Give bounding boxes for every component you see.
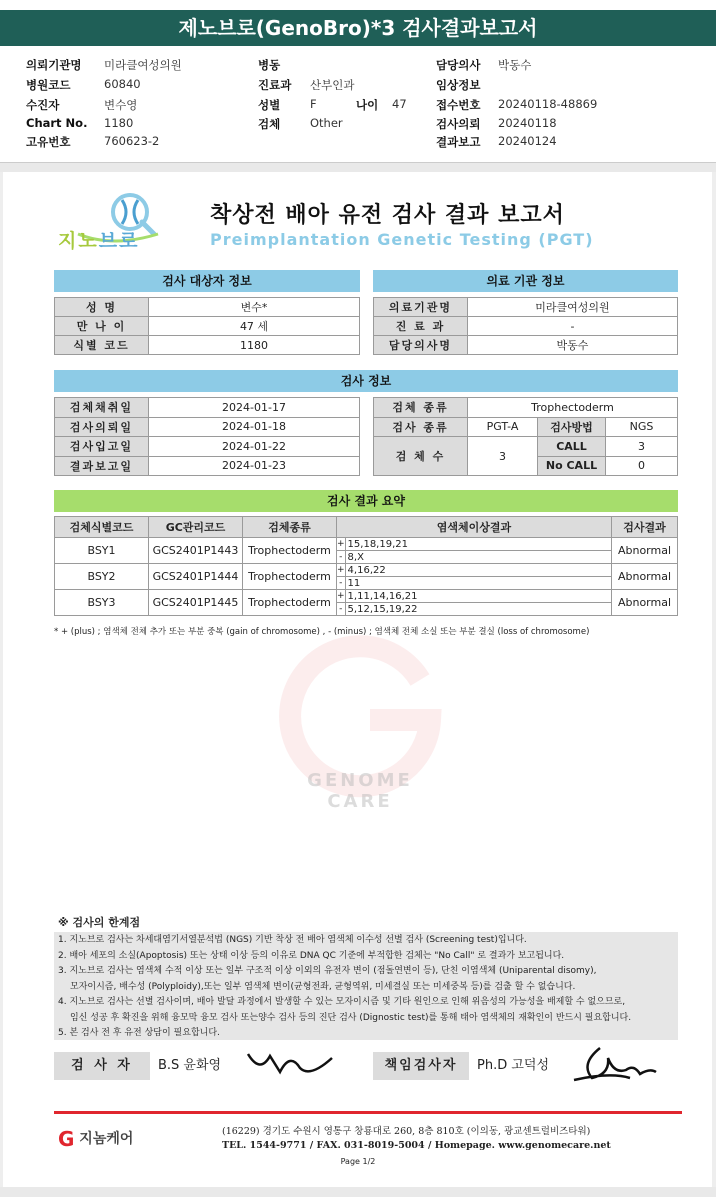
institution-value: 박동수 [468, 336, 678, 355]
patient-header [0, 52, 716, 154]
limits-title: ※ 검사의 한계점 [58, 916, 141, 929]
report-title-bar: 제노브로(GenoBro)*3 검사결과보고서 [0, 10, 716, 46]
subject-info-heading: 검사 대상자 정보 [54, 270, 360, 292]
header-value: 박동수 [498, 58, 532, 72]
test-type-value: PGT-A [468, 417, 538, 437]
sample-id: BSY2 [55, 564, 149, 590]
header-value: 20240118-48869 [498, 97, 598, 111]
subject-info-table [54, 297, 360, 355]
summary-col-header: 염색체이상결과 [337, 517, 612, 538]
header-value: 20240118 [498, 116, 557, 130]
subject-label: 식별 코드 [55, 336, 149, 355]
limits-box [54, 932, 678, 1040]
specimen-count-value: 3 [468, 437, 538, 476]
table-row [55, 590, 678, 603]
gc-code: GCS2401P1443 [149, 538, 243, 564]
institution-label: 담당의사명 [374, 336, 468, 355]
summary-col-header: 검체식별코드 [55, 517, 149, 538]
header-value: 산부인과 [310, 78, 355, 92]
test-type-label: 검사 종류 [374, 417, 468, 437]
tester-signature-icon [240, 1044, 340, 1084]
tester-name: B.S 윤화영 [158, 1058, 222, 1073]
test-date-label: 결과보고일 [55, 456, 149, 476]
gain-chromosomes: 4,16,22 [345, 564, 611, 577]
test-dates-table [54, 397, 360, 476]
limit-item: 모자이시즘, 배수성 (Polyploidy),또는 일부 염색체 변이(균형전좌, 균형역위, 미세결실 또는 미세중복 등)를 검출 할 수 없습니다. [70, 981, 576, 992]
test-date-value: 2024-01-17 [149, 398, 360, 418]
header-value: 미라클여성의원 [104, 58, 182, 72]
responsible-tester-label: 책임검사자 [373, 1052, 469, 1080]
footer-divider [54, 1111, 682, 1114]
sample-id: BSY1 [55, 538, 149, 564]
header-label: Chart No. [26, 116, 88, 130]
loss-chromosomes: 5,12,15,19,22 [345, 603, 611, 616]
loss-sign: - [337, 577, 346, 590]
call-label: CALL [538, 437, 606, 457]
loss-chromosomes: 8,X [345, 551, 611, 564]
call-value: 3 [606, 437, 678, 457]
gain-chromosomes: 15,18,19,21 [345, 538, 611, 551]
table-row [55, 538, 678, 551]
summary-col-header: GC관리코드 [149, 517, 243, 538]
header-label: 병동 [258, 58, 281, 72]
page-edge-left [0, 172, 3, 1187]
test-result: Abnormal [612, 590, 678, 616]
subject-value: 1180 [149, 336, 360, 355]
test-result: Abnormal [612, 564, 678, 590]
genomecare-logo-icon: G [58, 1127, 75, 1151]
limit-item: 3. 지노브로 검사는 염색체 수적 이상 또는 일부 구조적 이상 이외의 유전자 변이 (점돌연변이 등), 단친 이염색체 (Uniparental disomy), [58, 966, 597, 976]
genomecare-logo [58, 1127, 133, 1151]
footer-contact: TEL. 1544-9771 / FAX. 031-8019-5004 / Homepage. www.genomecare.net [222, 1140, 611, 1151]
test-info-heading: 검사 정보 [54, 370, 678, 392]
loss-sign: - [337, 551, 346, 564]
sample-id: BSY3 [55, 590, 149, 616]
logo-text-part: 브로 [98, 230, 140, 252]
subject-value: 47 세 [149, 317, 360, 336]
limit-item: 4. 지노브로 검사는 선별 검사이며, 배아 발달 과정에서 발생할 수 있는 모자이시즘 및 기타 원인으로 인해 위음성의 가능성을 배제할 수 없으므로, [58, 997, 626, 1007]
header-label: 의뢰기관명 [26, 58, 82, 72]
subject-label: 성 명 [55, 298, 149, 317]
header-value: 변수영 [104, 98, 138, 112]
test-specimen-table [373, 397, 678, 476]
responsible-signature-icon [570, 1044, 660, 1086]
institution-label: 의료기관명 [374, 298, 468, 317]
institution-info-table [373, 297, 678, 355]
gain-sign: + [337, 591, 345, 601]
sample-type: Trophectoderm [243, 538, 337, 564]
gc-code: GCS2401P1445 [149, 590, 243, 616]
header-label: 검체 [258, 117, 281, 131]
header-value: 60840 [104, 77, 141, 91]
summary-table [54, 516, 678, 616]
logo-text-part: 지노 [58, 230, 99, 252]
header-value: 760623-2 [104, 134, 160, 148]
page-number: Page 1/2 [340, 1157, 376, 1166]
test-date-label: 검사입고일 [55, 437, 149, 457]
header-value: 1180 [104, 116, 134, 130]
specimen-type-value: Trophectoderm [468, 398, 678, 418]
limit-item: 5. 본 검사 전 후 유전 상담이 필요합니다. [58, 1028, 220, 1038]
section-divider [0, 162, 716, 172]
header-value: Other [310, 116, 343, 130]
logo-text [58, 226, 139, 253]
tester-label: 검 사 자 [54, 1052, 150, 1080]
gain-sign: + [337, 539, 345, 549]
header-label: 진료과 [258, 78, 292, 92]
specimen-type-label: 검체 종류 [374, 398, 468, 418]
test-date-value: 2024-01-23 [149, 456, 360, 476]
test-date-label: 검체채취일 [55, 398, 149, 418]
summary-heading: 검사 결과 요약 [54, 490, 678, 512]
no-call-label: No CALL [538, 456, 606, 476]
table-row [55, 564, 678, 577]
specimen-count-label: 검 체 수 [374, 437, 468, 476]
test-method-label: 검사방법 [538, 417, 606, 437]
subject-label: 만 나 이 [55, 317, 149, 336]
institution-info-heading: 의료 기관 정보 [373, 270, 678, 292]
header-label: 병원코드 [26, 78, 71, 92]
sample-type: Trophectoderm [243, 590, 337, 616]
limit-item: 1. 지노브로 검사는 차세대염기서열분석법 (NGS) 기반 착상 전 배아 염색체 이수성 선별 검사 (Screening test)입니다. [58, 935, 527, 945]
loss-chromosomes: 11 [345, 577, 611, 590]
loss-sign: - [337, 603, 346, 616]
header-label: 수진자 [26, 98, 60, 112]
header-value: F [310, 97, 317, 111]
test-date-value: 2024-01-22 [149, 437, 360, 457]
footer-address: (16229) 경기도 수원시 영통구 창룡대로 260, 8층 810호 (이의동, 광교센트럴비즈타워) [222, 1126, 591, 1137]
header-label: 고유번호 [26, 135, 71, 149]
test-result: Abnormal [612, 538, 678, 564]
header-value: 20240124 [498, 134, 557, 148]
no-call-value: 0 [606, 456, 678, 476]
limit-item: 2. 배아 세포의 소실(Apoptosis) 또는 상태 이상 등의 이유로 DNA QC 기준에 부적합한 검체는 "No Call" 로 결과가 보고됩니다. [58, 950, 565, 961]
institution-value: - [468, 317, 678, 336]
header-label: 성별 [258, 98, 281, 112]
gain-chromosomes: 1,11,14,16,21 [345, 590, 611, 603]
header-label: 담당의사 [436, 58, 481, 72]
test-method-value: NGS [606, 417, 678, 437]
watermark-text: GENOME CARE [307, 770, 413, 812]
header-value: 47 [392, 97, 407, 111]
header-label: 나이 [356, 98, 379, 112]
gain-sign: + [337, 565, 345, 575]
summary-col-header: 검체종류 [243, 517, 337, 538]
institution-label: 진 료 과 [374, 317, 468, 336]
legend-note: * + (plus) ; 염색체 전체 추가 또는 부분 중복 (gain of chromosome) , - (minus) ; 염색체 전체 소실 또는 부분 결실 (loss of chromosome) [54, 627, 590, 637]
header-label: 임상정보 [436, 78, 481, 92]
gc-code: GCS2401P1444 [149, 564, 243, 590]
header-label: 결과보고 [436, 135, 481, 149]
test-date-value: 2024-01-18 [149, 417, 360, 437]
header-label: 검사의뢰 [436, 117, 481, 131]
header-label: 접수번호 [436, 98, 481, 112]
page-edge-right [712, 172, 716, 1187]
sample-type: Trophectoderm [243, 564, 337, 590]
report-heading: 착상전 배아 유전 검사 결과 보고서 [210, 203, 565, 228]
summary-col-header: 검사결과 [612, 517, 678, 538]
test-date-label: 검사의뢰일 [55, 417, 149, 437]
page-bottom-edge [0, 1187, 716, 1197]
footer-logo-text: 지놈케어 [79, 1131, 134, 1147]
limit-item: 임신 성공 후 확진을 위해 융모막 융모 검사 또는양수 검사 등의 진단 검사 (Dignostic test)를 통해 태아 염색체의 재확인이 반드시 필요합니다. [70, 1012, 632, 1023]
responsible-tester-name: Ph.D 고덕성 [477, 1058, 550, 1073]
subject-value: 변수* [149, 298, 360, 317]
report-subheading: Preimplantation Genetic Testing (PGT) [210, 230, 594, 249]
footer-address-block [222, 1125, 611, 1153]
institution-value: 미라클여성의원 [468, 298, 678, 317]
